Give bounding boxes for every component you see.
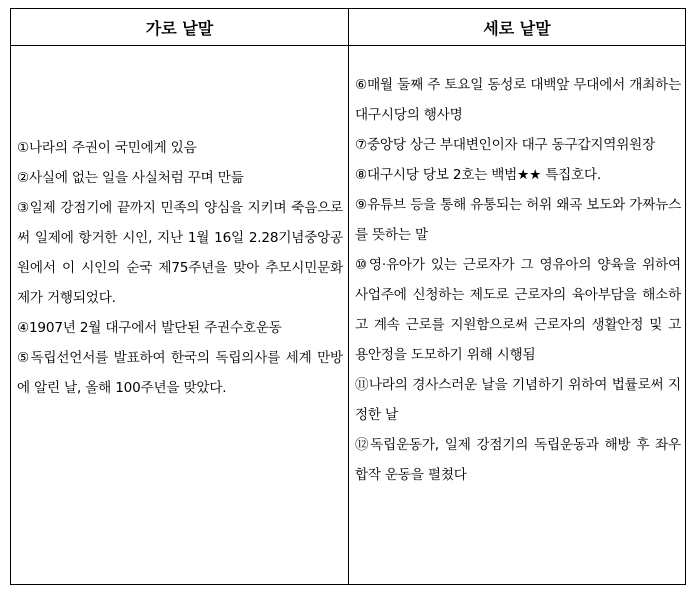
across-clue-1: ①나라의 주권이 국민에게 있음 <box>17 140 197 156</box>
down-clue-11: ⑪나라의 경사스러운 날을 기념하기 위하여 법률로써 지정한 날 <box>355 377 681 423</box>
across-clue-4: ④1907년 2월 대구에서 발단된 주권수호운동 <box>17 320 282 336</box>
across-clue-3: ③일제 강점기에 끝까지 민족의 양심을 지키며 죽음으로써 일제에 항거한 시인, 지난 1월 16일 2.28기념중앙공원에서 이 시인의 순국 제75주년을 맞아 추모시민문화제가 거행되었다. <box>17 200 343 306</box>
across-clue-2: ②사실에 없는 일을 사실처럼 꾸며 만듦 <box>17 170 244 186</box>
across-clues <box>17 133 343 403</box>
across-header: 가로 낱말 <box>145 18 214 38</box>
down-clue-8: ⑧대구시당 당보 2호는 백범★★ 특집호다. <box>355 167 602 183</box>
down-clues <box>355 70 681 490</box>
down-clue-10: ⑩영·유아가 있는 근로자가 그 영유아의 양육을 위하여 사업주에 신청하는 제도로 근로자의 육아부담을 해소하고 계속 근로를 지원함으로써 근로자의 생활안정 및 고용안정을 도모하기 위해 시행됨 <box>355 257 681 363</box>
column-divider <box>348 9 349 584</box>
across-clue-5: ⑤독립선언서를 발표하여 한국의 독립의사를 세계 만방에 알린 날, 올해 100주년을 맞았다. <box>17 350 343 396</box>
down-clue-9: ⑨유튜브 등을 통해 유통되는 허위 왜곡 보도와 가짜뉴스를 뜻하는 말 <box>355 197 681 243</box>
down-header: 세로 낱말 <box>483 18 551 38</box>
down-clue-7: ⑦중앙당 상근 부대변인이자 대구 동구갑지역위원장 <box>355 137 656 153</box>
header-rule <box>11 45 685 46</box>
crossword-clue-table <box>10 8 686 585</box>
down-clue-12: ⑫독립운동가, 일제 강점기의 독립운동과 해방 후 좌우 합작 운동을 펼쳤다 <box>355 437 681 483</box>
down-clue-6: ⑥매월 둘째 주 토요일 동성로 대백앞 무대에서 개최하는 대구시당의 행사명 <box>355 77 681 123</box>
